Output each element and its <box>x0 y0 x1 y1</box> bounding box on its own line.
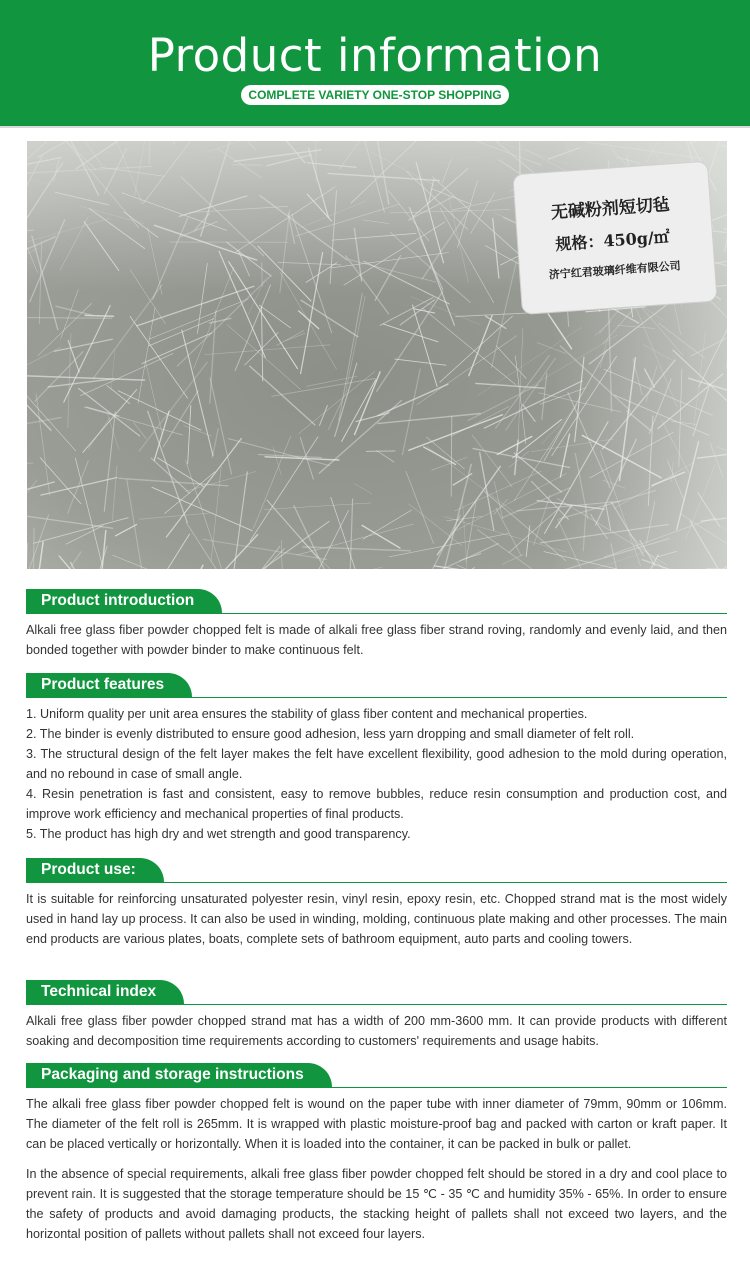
section-technical-index <box>26 980 727 1051</box>
feature-item: 4. Resin penetration is fast and consistent, easy to remove bubbles, reduce resin consumption and production cost, and improve work efficiency and mechanical properties of final products. <box>26 787 727 821</box>
label-spec: 规格：450g/㎡ <box>554 227 671 254</box>
section-heading: Product use: <box>26 858 164 882</box>
section-product-introduction <box>26 589 727 660</box>
product-photo <box>27 141 727 569</box>
section-heading: Product introduction <box>26 589 222 613</box>
page-title: Product information <box>147 29 603 82</box>
product-label-sticker <box>513 161 717 314</box>
feature-item: 3. The structural design of the felt layer makes the felt have excellent flexibility, good adhesion to the mold during operation, and no rebound in case of small angle. <box>26 747 727 781</box>
section-heading: Packaging and storage instructions <box>26 1063 332 1087</box>
packaging-text: The alkali free glass fiber powder chopped felt is wound on the paper tube with inner diameter of 79mm, 90mm or 106mm. The diameter of the felt roll is 265mm. It is wrapped with plastic moisture-proof bag and packed with carton or kraft paper. It can be placed vertically or horizontally. When it is loaded into the container, it can be packed in bulk or pallet. <box>26 1097 727 1151</box>
use-text: It is suitable for reinforcing unsaturated polyester resin, vinyl resin, epoxy resin, etc. Chopped strand mat is the most widely used in hand lay up process. It can also be used in winding, molding, continuous plate making and other processes. The main end products are various plates, boats, complete sets of bathroom equipment, auto parts and cooling towers. <box>26 892 727 946</box>
section-heading: Product features <box>26 673 192 697</box>
storage-text: In the absence of special requirements, alkali free glass fiber powder chopped felt should be stored in a dry and cool place to prevent rain. It is suggested that the storage temperature should be 15 ℃ - 35 ℃ and humidity 35% - 65%. In order to ensure the safety of products and avoid damaging products, the stacking height of pallets shall not exceed two layers, and the horizontal position of pallets without pallets shall not exceed four layers. <box>26 1167 727 1241</box>
fiber-mat-image <box>27 141 727 569</box>
page-header <box>0 0 750 128</box>
label-company: 济宁红君玻璃纤维有限公司 <box>548 259 682 282</box>
feature-item: 5. The product has high dry and wet strength and good transparency. <box>26 827 411 841</box>
section-product-use <box>26 858 727 949</box>
section-heading: Technical index <box>26 980 184 1004</box>
section-product-features <box>26 673 727 844</box>
intro-text: Alkali free glass fiber powder chopped felt is made of alkali free glass fiber strand roving, randomly and evenly laid, and then bonded together with powder binder to make continuous felt. <box>26 623 727 657</box>
subtitle-badge: COMPLETE VARIETY ONE-STOP SHOPPING <box>242 86 507 104</box>
feature-item: 2. The binder is evenly distributed to ensure good adhesion, less yarn dropping and small diameter of felt roll. <box>26 727 635 741</box>
section-packaging-storage <box>26 1063 727 1244</box>
label-product-name: 无碱粉剂短切毡 <box>550 194 671 224</box>
feature-item: 1. Uniform quality per unit area ensures the stability of glass fiber content and mechanical properties. <box>26 707 588 721</box>
index-text: Alkali free glass fiber powder chopped strand mat has a width of 200 mm-3600 mm. It can provide products with different soaking and decomposition time requirements according to customers' requirements and usage habits. <box>26 1014 727 1048</box>
